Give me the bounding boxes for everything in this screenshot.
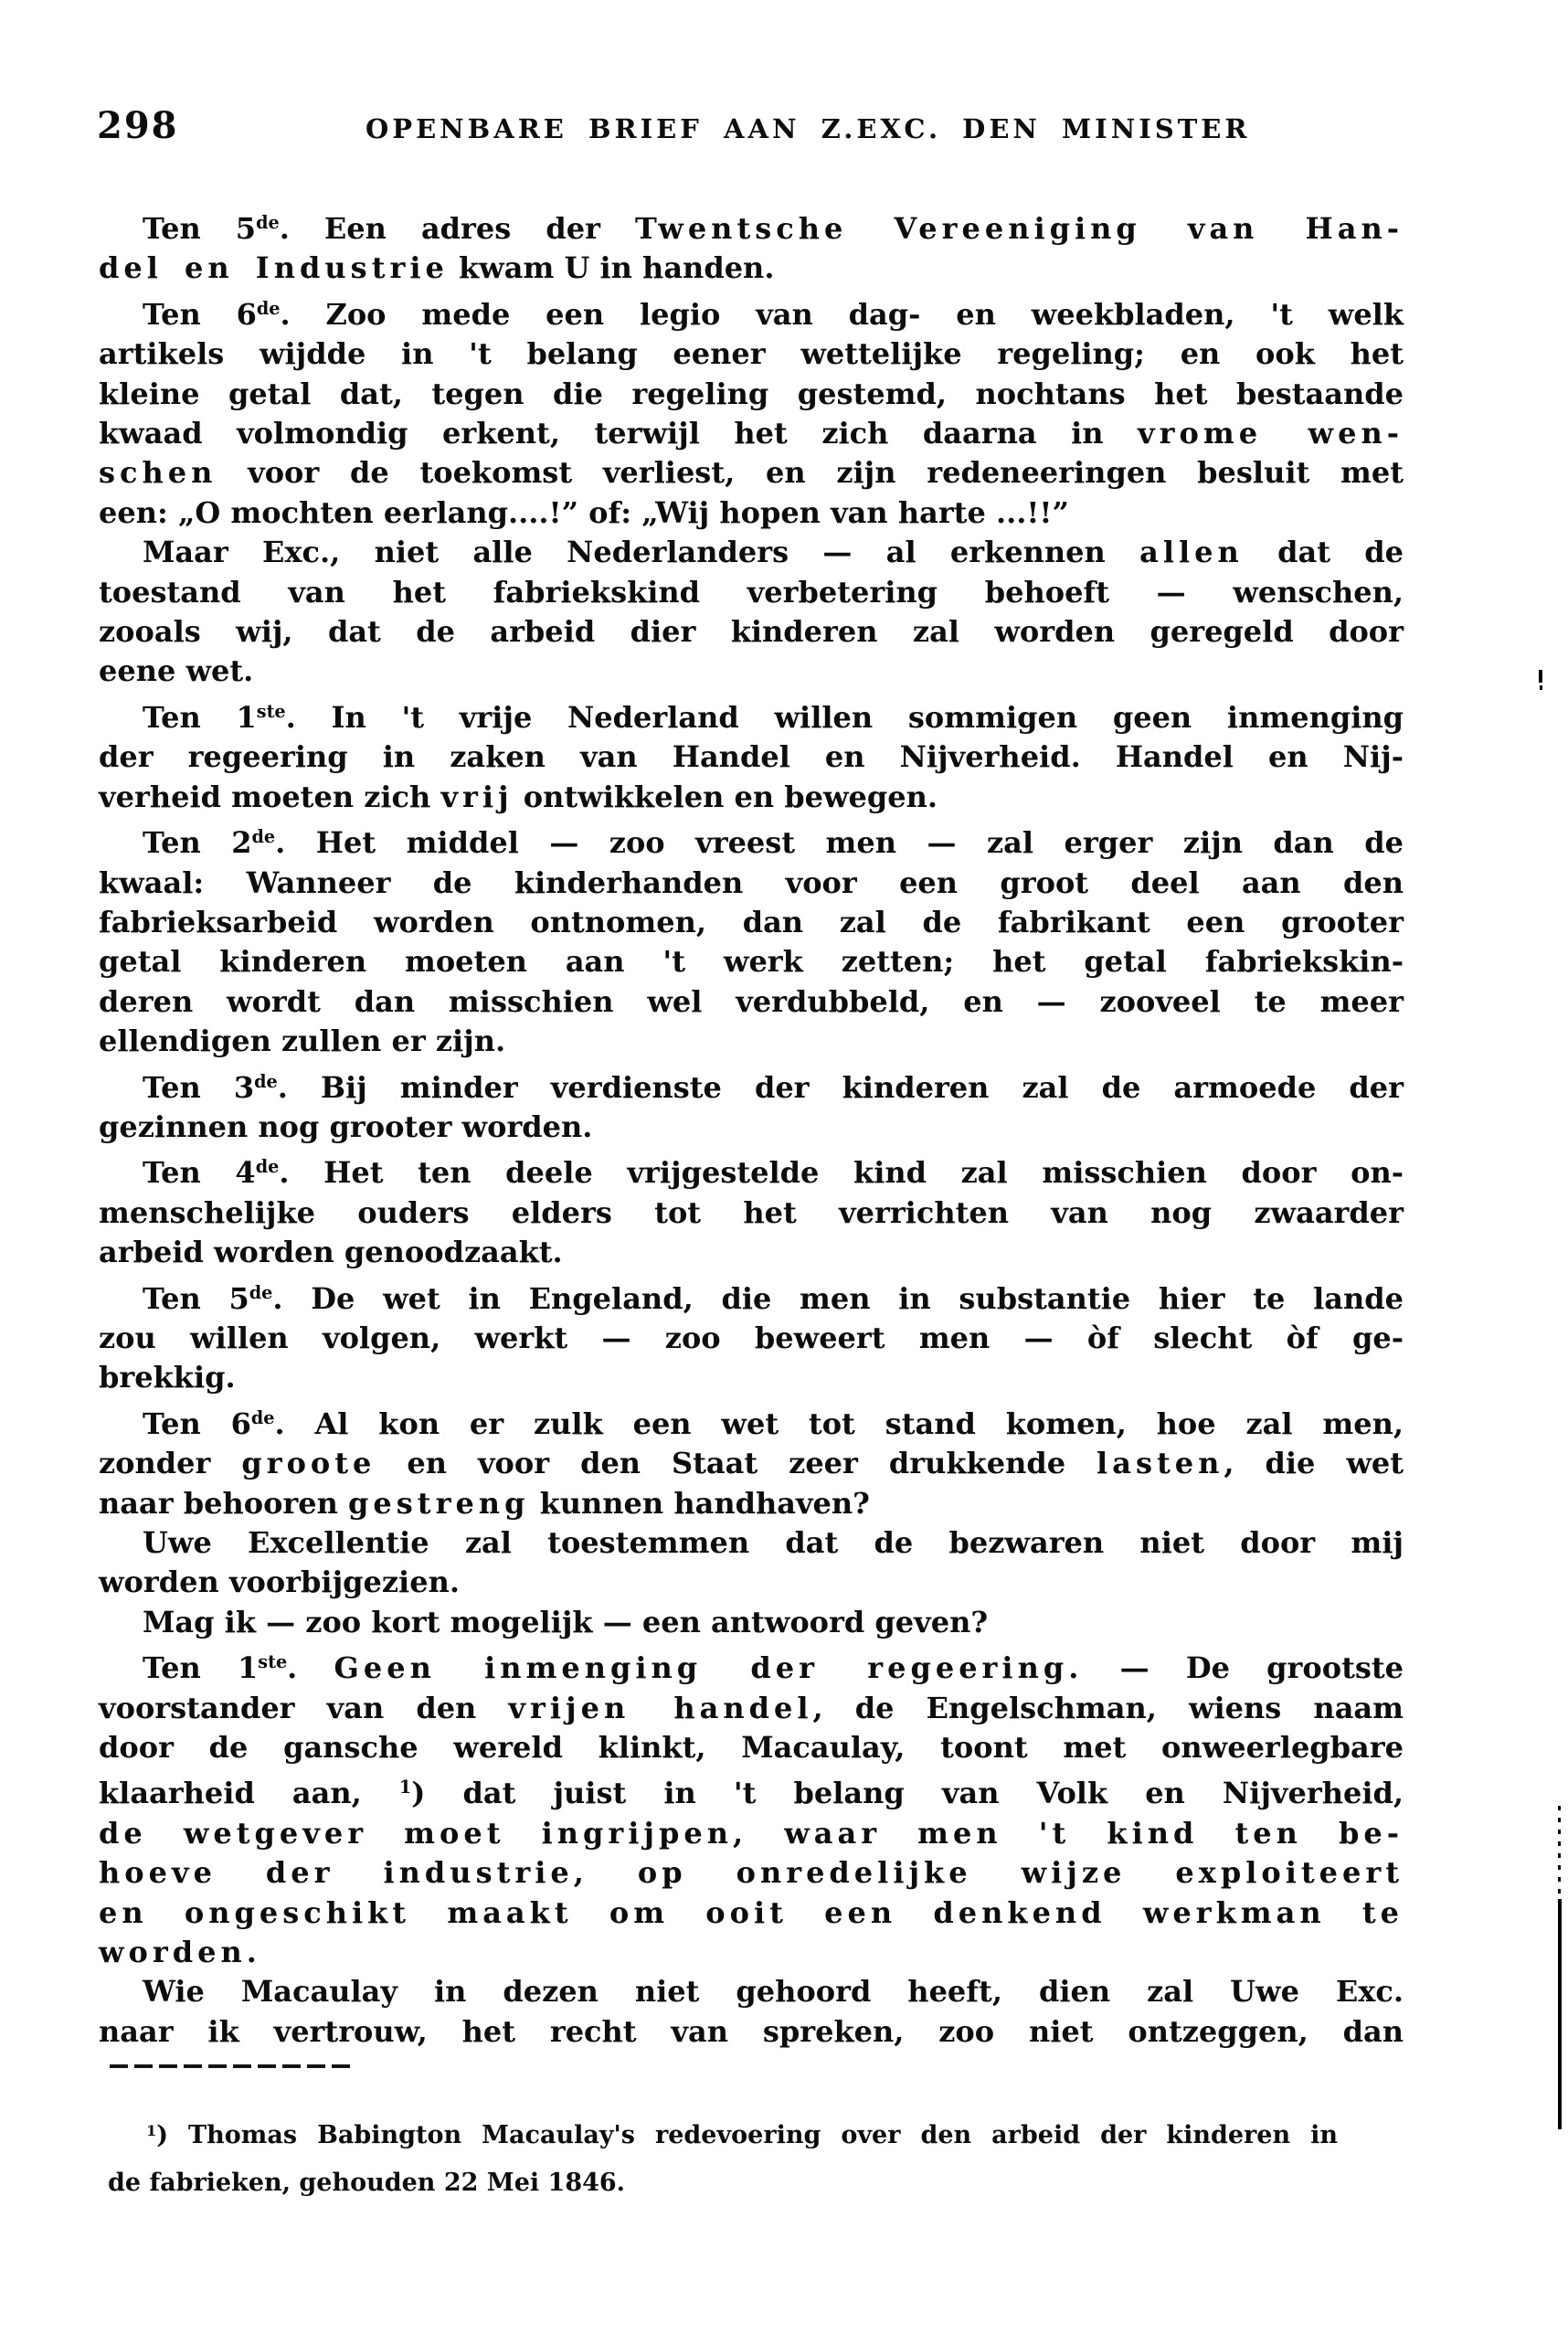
text-line bbox=[99, 1319, 1404, 1358]
text-line bbox=[108, 2159, 1338, 2207]
text-segment: zonder bbox=[99, 1446, 242, 1481]
text-segment: , de Engelschman, wiens naam bbox=[812, 1690, 1404, 1725]
text-line bbox=[99, 1689, 1404, 1728]
text-segment: ste bbox=[256, 700, 286, 722]
text-segment: . Het middel — zoo vreest men — zal erger zijn dan de bbox=[275, 825, 1404, 861]
text-segment: vrome wen- bbox=[1138, 416, 1404, 451]
text-segment: ontwikkelen en bewegen. bbox=[513, 779, 938, 814]
text-segment: de bbox=[249, 1281, 273, 1303]
text-segment: gezinnen nog grooter worden. bbox=[99, 1109, 593, 1144]
text-line bbox=[99, 817, 1404, 863]
text-line bbox=[99, 982, 1404, 1022]
text-line bbox=[99, 289, 1404, 334]
text-segment: . In 't vrije Nederland willen sommigen geen inmenging bbox=[285, 699, 1404, 735]
text-line bbox=[99, 1894, 1404, 1933]
text-line bbox=[99, 1273, 1404, 1319]
text-segment: fabrieksarbeid worden ontnomen, dan zal de fabrikant een grooter bbox=[99, 904, 1404, 939]
text-line bbox=[99, 1484, 1404, 1523]
text-line bbox=[99, 1728, 1404, 1767]
text-segment: ) Thomas Babington Macaulay's redevoering over den arbeid der kinderen in bbox=[156, 2121, 1338, 2149]
text-segment: de wetgever moet ingrijpen, waar men 't kind ten be- bbox=[99, 1815, 1404, 1851]
text-segment: door de gansche wereld klinkt, Macaulay, toont met onweerlegbare bbox=[99, 1730, 1404, 1766]
text-line bbox=[99, 1358, 1404, 1397]
text-line bbox=[99, 864, 1404, 903]
text-line bbox=[99, 1642, 1404, 1688]
text-line bbox=[99, 903, 1404, 942]
text-segment: zooals wij, dat de arbeid dier kinderen zal worden geregeld door bbox=[99, 614, 1404, 650]
text-segment: Ten 3 bbox=[143, 1069, 255, 1105]
text-segment: eene wet. bbox=[99, 653, 254, 689]
text-segment: en voor den Staat zeer drukkende bbox=[376, 1446, 1097, 1481]
text-segment: Ten 4 bbox=[143, 1155, 256, 1191]
text-segment: 1 bbox=[146, 2122, 157, 2139]
text-segment: Geen inmenging der regeering. bbox=[334, 1650, 1084, 1686]
text-line bbox=[99, 692, 1404, 737]
text-line bbox=[99, 1444, 1404, 1483]
text-segment: een: „O mochten eerlang....!” of: „Wij hopen van harte ...!!” bbox=[99, 494, 1069, 530]
scan-artifact-dotted-line bbox=[1558, 1806, 1561, 1901]
text-segment: menschelijke ouders elders tot het verrichten van nog zwaarder bbox=[99, 1194, 1404, 1230]
text-segment: kwam U in handen. bbox=[448, 250, 775, 286]
text-segment: voor de toekomst verliest, en zijn redeneeringen besluit met bbox=[217, 455, 1404, 491]
text-segment: Ten 5 bbox=[143, 211, 257, 246]
text-segment: lasten bbox=[1097, 1446, 1224, 1481]
text-segment: Wie Macaulay in dezen niet gehoord heeft, dien zal Uwe Exc. bbox=[143, 1974, 1404, 2010]
text-segment: deren wordt dan misschien wel verdubbeld, en — zooveel te meer bbox=[99, 983, 1404, 1019]
text-segment: getal kinderen moeten aan 't werk zetten; het getal fabriekskin- bbox=[99, 944, 1404, 980]
text-segment: , die wet bbox=[1224, 1446, 1404, 1481]
text-segment: Uwe Excellentie zal toestemmen dat de bezwaren niet door mij bbox=[143, 1525, 1404, 1560]
text-line bbox=[99, 533, 1404, 572]
text-line bbox=[108, 2107, 1338, 2159]
text-segment: groote bbox=[241, 1446, 376, 1481]
text-line bbox=[99, 203, 1404, 249]
text-line bbox=[99, 652, 1404, 691]
text-line bbox=[99, 493, 1404, 533]
text-segment: en ongeschikt maakt om ooit een denkend werkman te bbox=[99, 1894, 1404, 1930]
text-line bbox=[99, 414, 1404, 453]
text-segment: ) dat juist in 't belang van Volk en Nijverheid, bbox=[411, 1776, 1404, 1811]
text-segment: Ten 6 bbox=[143, 1406, 251, 1441]
text-segment: verheid moeten zich bbox=[99, 779, 441, 814]
text-line bbox=[99, 1108, 1404, 1147]
text-line bbox=[99, 778, 1404, 817]
text-segment: arbeid worden genoodzaakt. bbox=[99, 1235, 563, 1270]
text-line bbox=[99, 1062, 1404, 1108]
text-segment: der regeering in zaken van Handel en Nijverheid. Handel en Nij- bbox=[99, 739, 1404, 775]
text-segment: del en Industrie bbox=[99, 250, 449, 286]
text-segment: toestand van het fabriekskind verbetering behoeft — wenschen, bbox=[99, 574, 1404, 610]
text-line bbox=[99, 375, 1404, 414]
text-segment: allen bbox=[1139, 535, 1244, 570]
text-line bbox=[99, 573, 1404, 612]
text-segment: vrij bbox=[440, 779, 514, 814]
text-segment: . De wet in Engeland, die men in substantie hier te lande bbox=[272, 1280, 1404, 1316]
text-line bbox=[99, 1147, 1404, 1193]
text-segment: Mag ik — zoo kort mogelijk — een antwoord geven? bbox=[143, 1604, 989, 1639]
text-segment: ellendigen zullen er zijn. bbox=[99, 1024, 506, 1059]
text-segment: artikels wijdde in 't belang eener wettelijke regeling; en ook het bbox=[99, 336, 1404, 372]
text-line bbox=[99, 453, 1404, 493]
text-segment: Ten 1 bbox=[143, 699, 257, 735]
text-line bbox=[99, 1563, 1404, 1602]
text-line bbox=[99, 1194, 1404, 1233]
page-number: 298 bbox=[97, 104, 179, 147]
text-segment: worden voorbijgezien. bbox=[99, 1565, 460, 1600]
text-segment: de bbox=[256, 297, 281, 319]
text-line bbox=[99, 1814, 1404, 1853]
text-segment: schen bbox=[99, 455, 217, 491]
text-line bbox=[99, 737, 1404, 777]
text-line bbox=[99, 1603, 1404, 1642]
text-line bbox=[99, 942, 1404, 981]
text-segment: ste bbox=[258, 1651, 288, 1673]
text-segment: de bbox=[255, 1156, 280, 1178]
scan-artifact-mark bbox=[1540, 685, 1542, 696]
text-segment: de fabrieken, gehouden 22 Mei 1846. bbox=[108, 2169, 626, 2197]
text-line bbox=[99, 1398, 1404, 1444]
text-segment: brekkig. bbox=[99, 1360, 236, 1395]
text-segment: . Bij minder verdienste der kinderen zal de armoede der bbox=[277, 1069, 1404, 1105]
text-line bbox=[99, 612, 1404, 652]
text-segment: — De grootste bbox=[1083, 1650, 1404, 1686]
text-segment: de bbox=[251, 826, 276, 848]
text-segment: vrijen handel bbox=[508, 1690, 813, 1725]
text-segment: Maar Exc., niet alle Nederlanders — al erkennen bbox=[143, 535, 1140, 570]
text-line bbox=[99, 249, 1404, 288]
text-segment: Ten 1 bbox=[143, 1650, 259, 1686]
text-line bbox=[99, 1972, 1404, 2011]
text-segment: kwaal: Wanneer de kinderhanden voor een groot deel aan den bbox=[99, 865, 1404, 900]
text-segment: kleine getal dat, tegen die regeling gestemd, nochtans het bestaande bbox=[99, 376, 1404, 411]
text-segment: de bbox=[250, 1406, 275, 1428]
text-segment: Ten 2 bbox=[143, 825, 252, 861]
body-text bbox=[99, 203, 1404, 2052]
text-line bbox=[99, 334, 1404, 374]
text-segment: . Een adres der bbox=[279, 211, 635, 246]
footnote-separator-rule bbox=[110, 2064, 353, 2068]
text-segment: . Al kon er zulk een wet tot stand komen, hoe zal men, bbox=[274, 1406, 1404, 1441]
footnote bbox=[108, 2107, 1338, 2207]
text-line bbox=[99, 1523, 1404, 1563]
running-title: OPENBARE BRIEF AAN Z.EXC. DEN MINISTER bbox=[366, 113, 1251, 144]
text-line bbox=[99, 1233, 1404, 1272]
text-segment: zou willen volgen, werkt — zoo beweert men — òf slecht òf ge- bbox=[99, 1320, 1404, 1355]
text-segment: de bbox=[256, 212, 280, 233]
text-segment: naar behooren bbox=[99, 1485, 349, 1521]
text-segment: hoeve der industrie, op onredelijke wijze exploiteert bbox=[99, 1855, 1404, 1891]
text-line bbox=[99, 1767, 1404, 1813]
text-segment: gestreng bbox=[348, 1485, 530, 1521]
text-segment: dat de bbox=[1243, 535, 1404, 570]
text-line bbox=[99, 2012, 1404, 2052]
text-segment: 1 bbox=[398, 1777, 412, 1798]
text-line bbox=[99, 1933, 1404, 1972]
text-line bbox=[99, 1022, 1404, 1061]
text-segment: klaarheid aan, bbox=[99, 1776, 399, 1811]
text-segment: . Het ten deele vrijgestelde kind zal misschien door on- bbox=[279, 1155, 1404, 1191]
text-segment: Ten 5 bbox=[143, 1280, 249, 1316]
text-line bbox=[99, 1853, 1404, 1893]
scan-artifact-edge-line bbox=[1558, 1899, 1562, 2129]
text-segment: kunnen handhaven? bbox=[529, 1485, 870, 1521]
text-segment: worden. bbox=[99, 1935, 261, 1970]
text-segment: de bbox=[254, 1070, 278, 1092]
text-segment: . bbox=[287, 1650, 334, 1686]
text-segment: . Zoo mede een legio van dag- en weekbladen, 't welk bbox=[280, 296, 1404, 332]
text-segment: kwaad volmondig erkent, terwijl het zich daarna in bbox=[99, 416, 1139, 451]
scan-artifact-mark bbox=[1539, 670, 1542, 683]
text-segment: naar ik vertrouw, het recht van spreken, zoo niet ontzeggen, dan bbox=[99, 2013, 1404, 2049]
text-segment: Ten 6 bbox=[143, 296, 257, 332]
text-segment: Twentsche Vereeniging van Han- bbox=[634, 211, 1404, 246]
text-segment: voorstander van den bbox=[99, 1690, 509, 1725]
